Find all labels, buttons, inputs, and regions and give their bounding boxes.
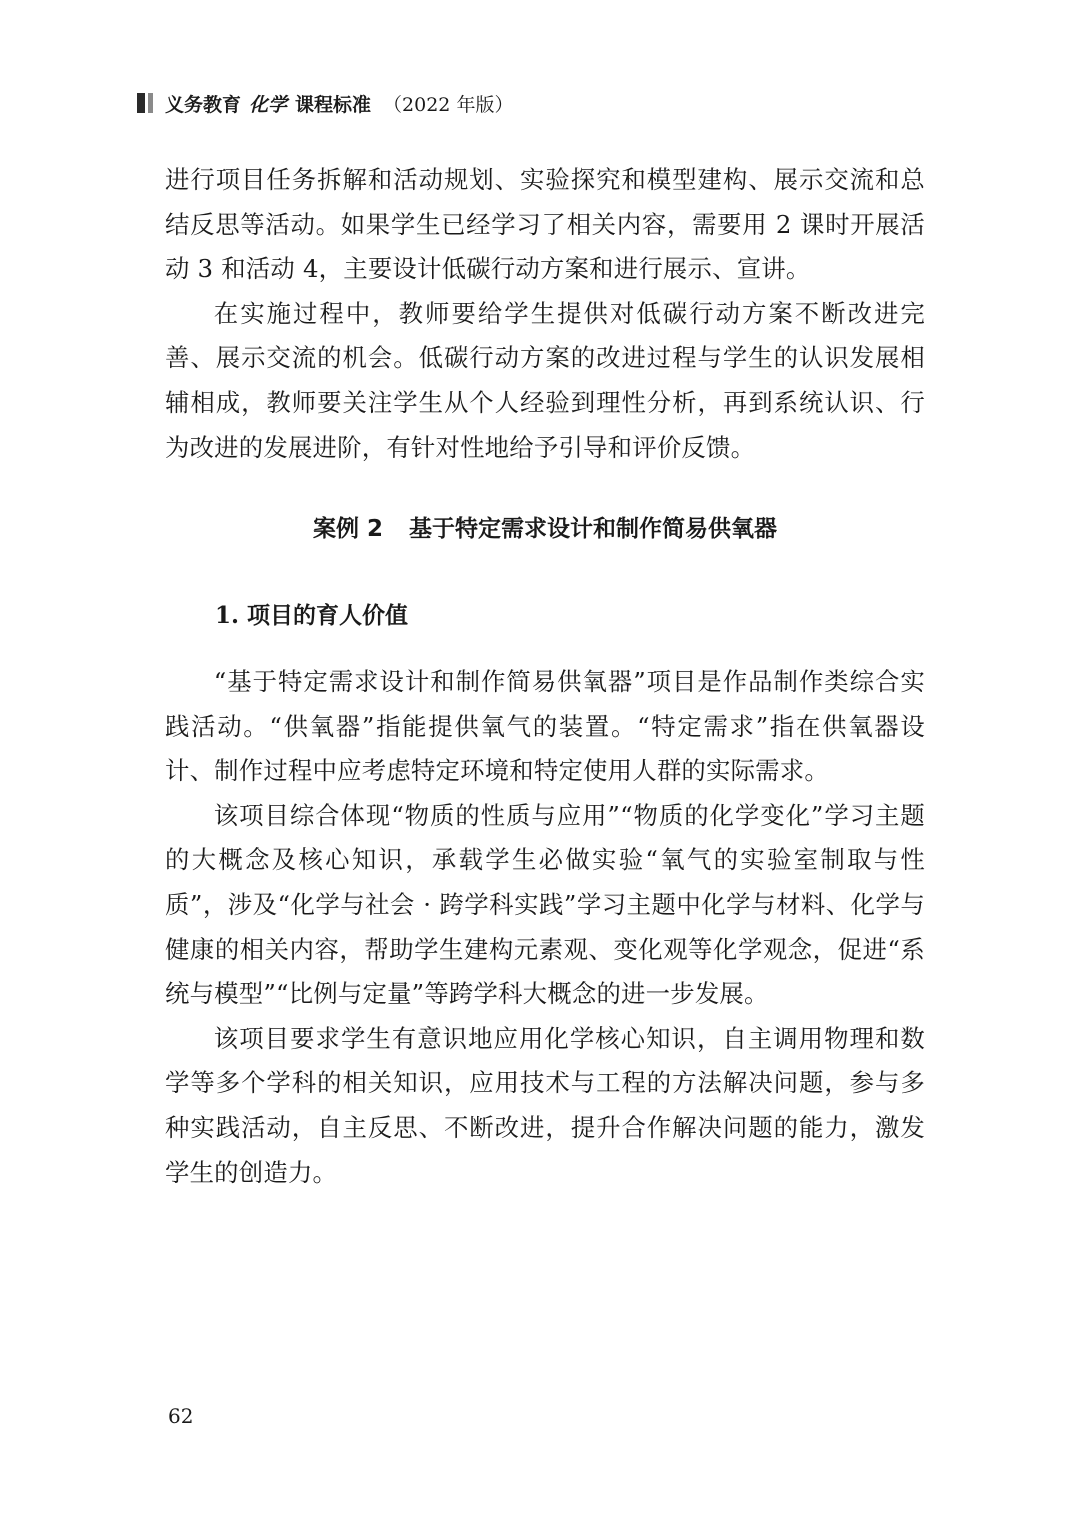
page-number: 62 [168, 1404, 194, 1428]
paragraph: 该项目要求学生有意识地应用化学核心知识，自主调用物理和数学等多个学科的相关知识，应用技术与工程的方法解决问题，参与多种实践活动，自主反思、不断改进，提升合作解决问题的能力，激发学生的创造力。 [165, 1023, 925, 1187]
running-head [137, 88, 513, 118]
case-label: 案例 2 [312, 516, 383, 542]
running-head-series: 义务教育 [165, 93, 242, 116]
body-text-top [165, 158, 925, 470]
case-title-text: 基于特定需求设计和制作简易供氧器 [409, 516, 777, 542]
running-head-standard: 课程标准 [295, 93, 372, 116]
header-bars-icon [137, 93, 153, 113]
paragraph: 进行项目任务拆解和活动规划、实验探究和模型建构、展示交流和总结反思等活动。如果学生已经学习了相关内容，需要用 2 课时开展活动 3 和活动 4，主要设计低碳行动方案和进行展示、宣讲。 [165, 165, 925, 284]
running-head-edition: （2022 年版） [383, 93, 514, 116]
paragraph: 该项目综合体现“物质的性质与应用”“物质的化学变化”学习主题的大概念及核心知识，承载学生必做实验“氧气的实验室制取与性质”，涉及“化学与社会 · 跨学科实践”学习主题中化学与材料、化学与健康的相关内容，帮助学生建构元素观、变化观等化学观念，促进“系统与模型”“比例与定量”等跨学科大概念的进一步发展。 [165, 800, 925, 1009]
body-text-bottom [165, 660, 925, 1195]
case-title [165, 509, 925, 549]
section-heading: 1. 项目的育人价值 [215, 602, 409, 629]
running-head-subject: 化学 [249, 93, 288, 116]
paragraph: “基于特定需求设计和制作简易供氧器”项目是作品制作类综合实践活动。“供氧器”指能提供氧气的装置。“特定需求”指在供氧器设计、制作过程中应考虑特定环境和特定使用人群的实际需求。 [165, 667, 925, 786]
paragraph: 在实施过程中，教师要给学生提供对低碳行动方案不断改进完善、展示交流的机会。低碳行动方案的改进过程与学生的认识发展相辅相成，教师要关注学生从个人经验到理性分析，再到系统认识、行为改进的发展进阶，有针对性地给予引导和评价反馈。 [165, 298, 925, 462]
